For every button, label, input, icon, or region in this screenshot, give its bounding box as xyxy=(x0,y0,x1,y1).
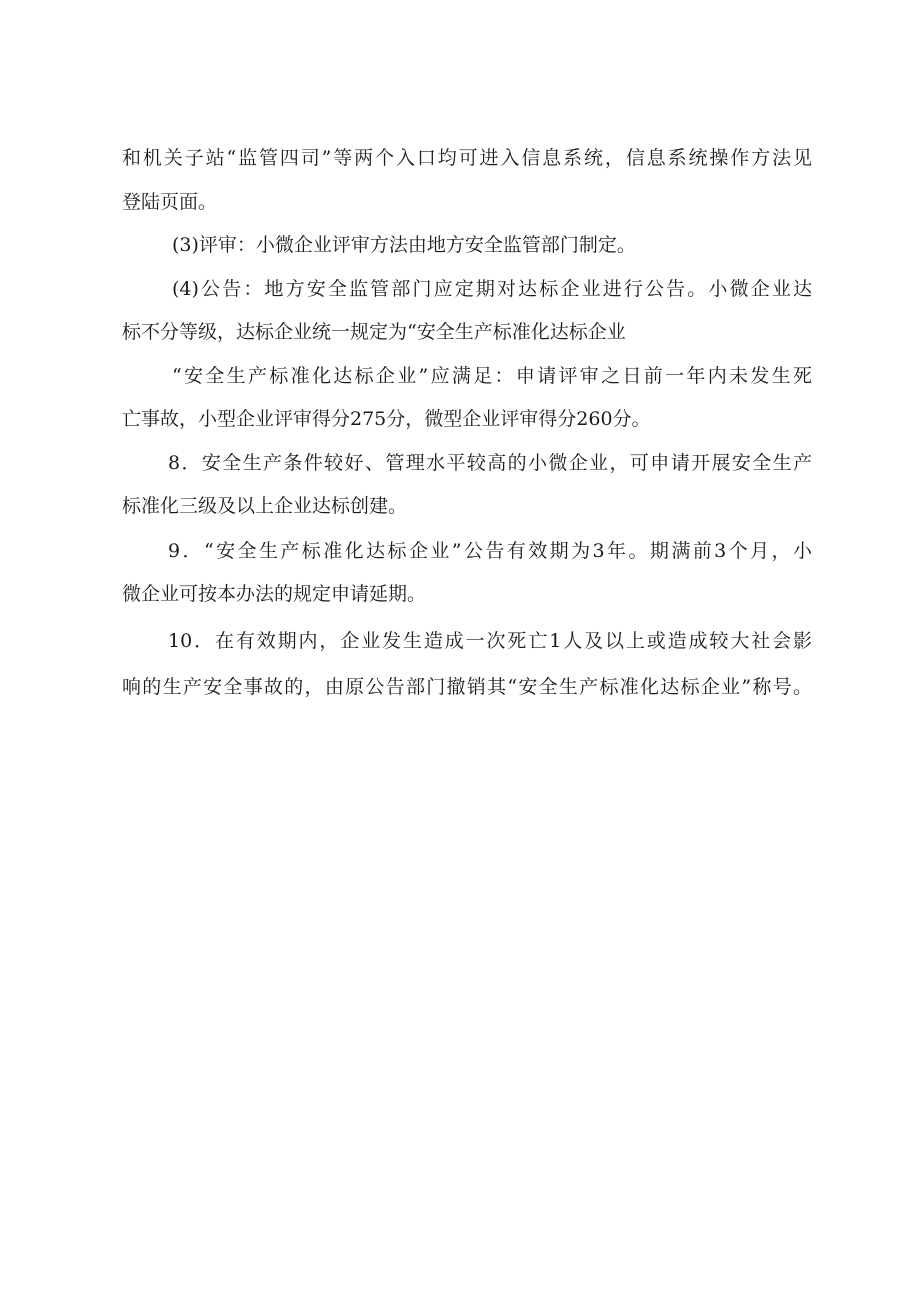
text-line: 8．安全生产条件较好、管理水平较高的小微企业，可申请开展安全生产 xyxy=(168,452,812,474)
text-line: 10．在有效期内，企业发生造成一次死亡1人及以上或造成较大社会影 xyxy=(168,630,812,652)
text-line: “安全生产标准化达标企业”应满足：申请评审之日前一年内未发生死 xyxy=(172,365,812,387)
text-line: 响的生产安全事故的，由原公告部门撤销其“安全生产标准化达标企业”称号。 xyxy=(122,676,812,698)
text-line: 9．“安全生产标准化达标企业”公告有效期为3年。期满前3个月，小 xyxy=(168,540,812,562)
text-line: 微企业可按本办法的规定申请延期。 xyxy=(122,583,427,605)
text-line: 和机关子站“监管四司”等两个入口均可进入信息系统，信息系统操作方法见 xyxy=(122,147,812,169)
text-line: 登陆页面。 xyxy=(122,191,218,213)
text-line: 标准化三级及以上企业达标创建。 xyxy=(122,495,408,517)
text-line: 标不分等级，达标企业统一规定为“安全生产标准化达标企业 xyxy=(122,321,626,343)
text-line: (3)评审：小微企业评审方法由地方安全监管部门制定。 xyxy=(172,234,636,256)
text-line: (4)公告：地方安全监管部门应定期对达标企业进行公告。小微企业达 xyxy=(172,278,812,300)
text-line: 亡事故，小型企业评审得分275分，微型企业评审得分260分。 xyxy=(122,408,651,430)
